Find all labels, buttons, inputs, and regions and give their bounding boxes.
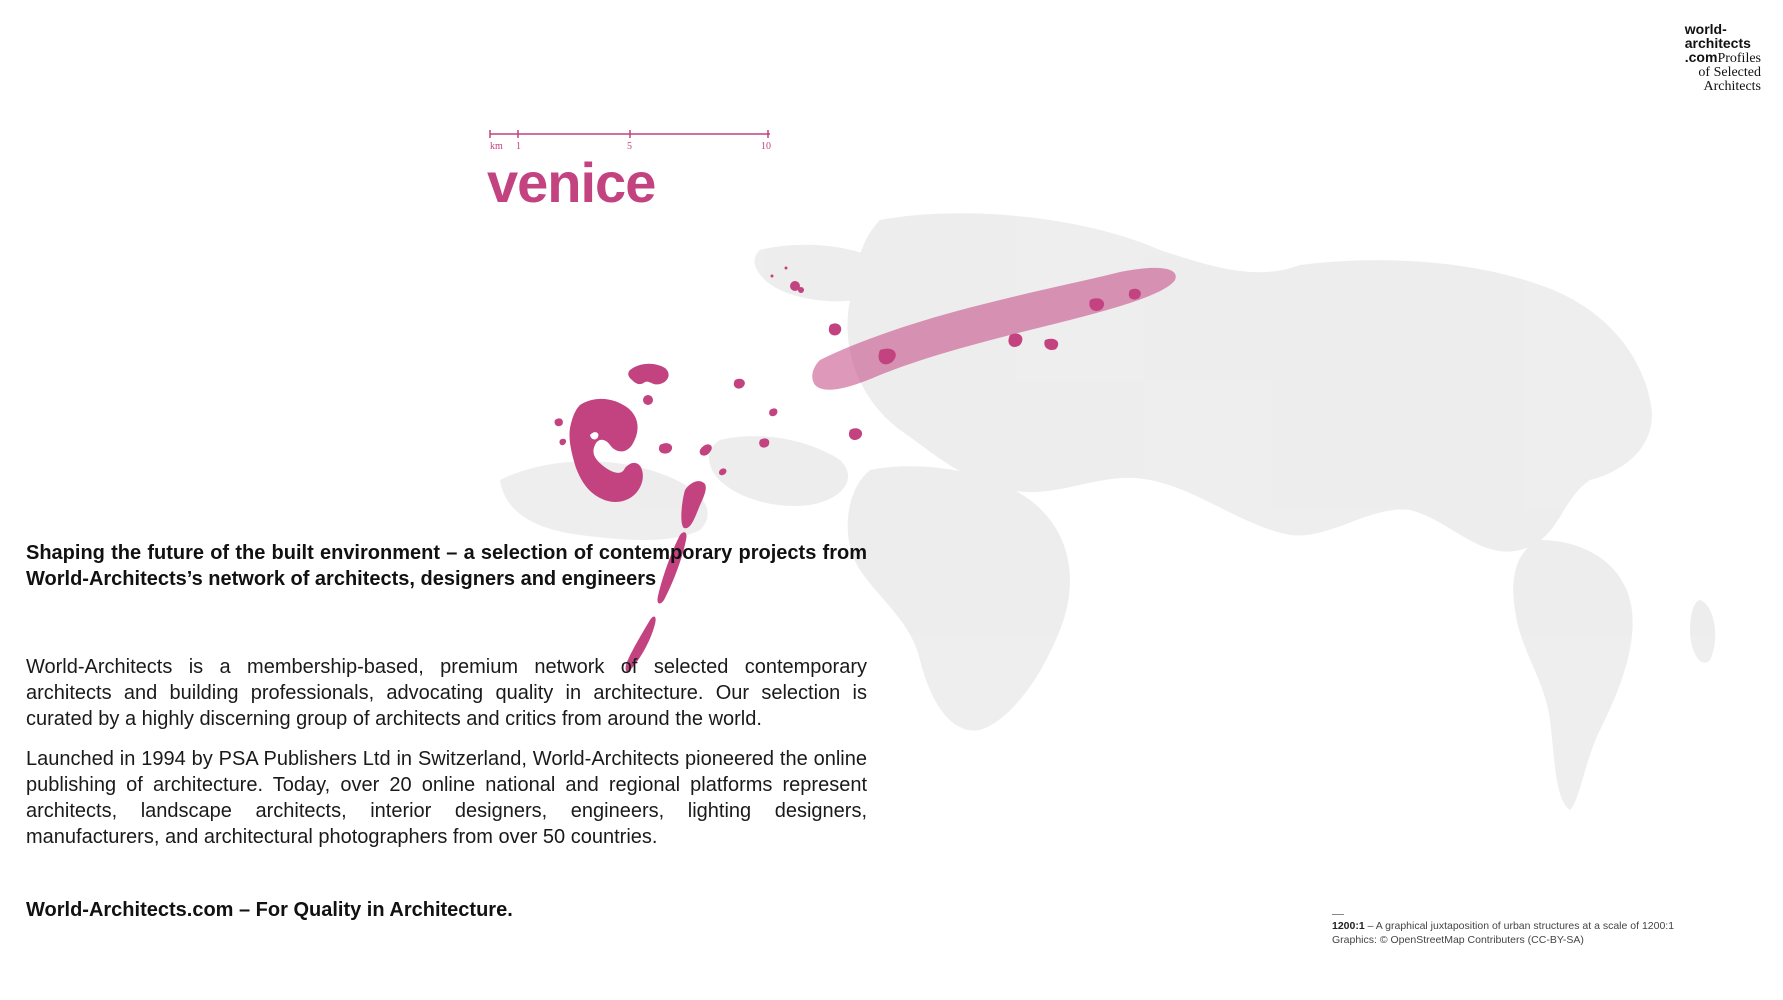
logo-line-2: architects (1684, 35, 1751, 51)
logo-com: .com (1684, 49, 1718, 65)
intro-text-block (26, 540, 867, 864)
logo-line-4: of Selected (1698, 65, 1761, 80)
city-title: venice (487, 151, 656, 214)
tagline: World-Architects.com – For Quality in Architecture. (26, 899, 513, 921)
logo-line-1: world- (1684, 21, 1727, 37)
scale-tick-label-5: 5 (627, 141, 632, 152)
logo-line-3 (1685, 50, 1761, 66)
paragraph-about: World-Architects is a membership-based, premium network of selected contemporary architects and building professionals, advocating quality in architecture. Our selection is curated by a highly discerning group of architects and critics from around the world. (26, 656, 867, 730)
credit-scale-text: – A graphical juxtaposition of urban structures at a scale of 1200:1 (1364, 920, 1675, 932)
credit-graphics-line: Graphics: © OpenStreetMap Contributers (CC-BY-SA) (1332, 934, 1584, 946)
scale-tick-label-1: 1 (516, 141, 521, 152)
paragraph-history: Launched in 1994 by PSA Publishers Ltd in Switzerland, World-Architects pioneered the online publishing of architecture. Today, over 20 online national and regional platforms represent architects, landscape architects, interior designers, engineers, lighting designers, manufacturers, and architectural photographers from over 50 countries. (26, 748, 867, 848)
credit-scale-label: 1200:1 (1332, 920, 1365, 932)
logo-line-5: Architects (1703, 79, 1761, 94)
world-architects-logo[interactable] (1685, 22, 1761, 94)
credit-scale-line (1332, 919, 1674, 933)
headline: Shaping the future of the built environment – a selection of contemporary projects from World-Architects’s network of architects, designers and engineers (26, 542, 867, 590)
scale-tick-label-10: 10 (761, 141, 771, 152)
logo-profiles: Profiles (1717, 51, 1761, 66)
map-credit (1332, 914, 1674, 947)
scale-unit-label: km (490, 141, 503, 152)
credit-divider (1332, 914, 1344, 915)
